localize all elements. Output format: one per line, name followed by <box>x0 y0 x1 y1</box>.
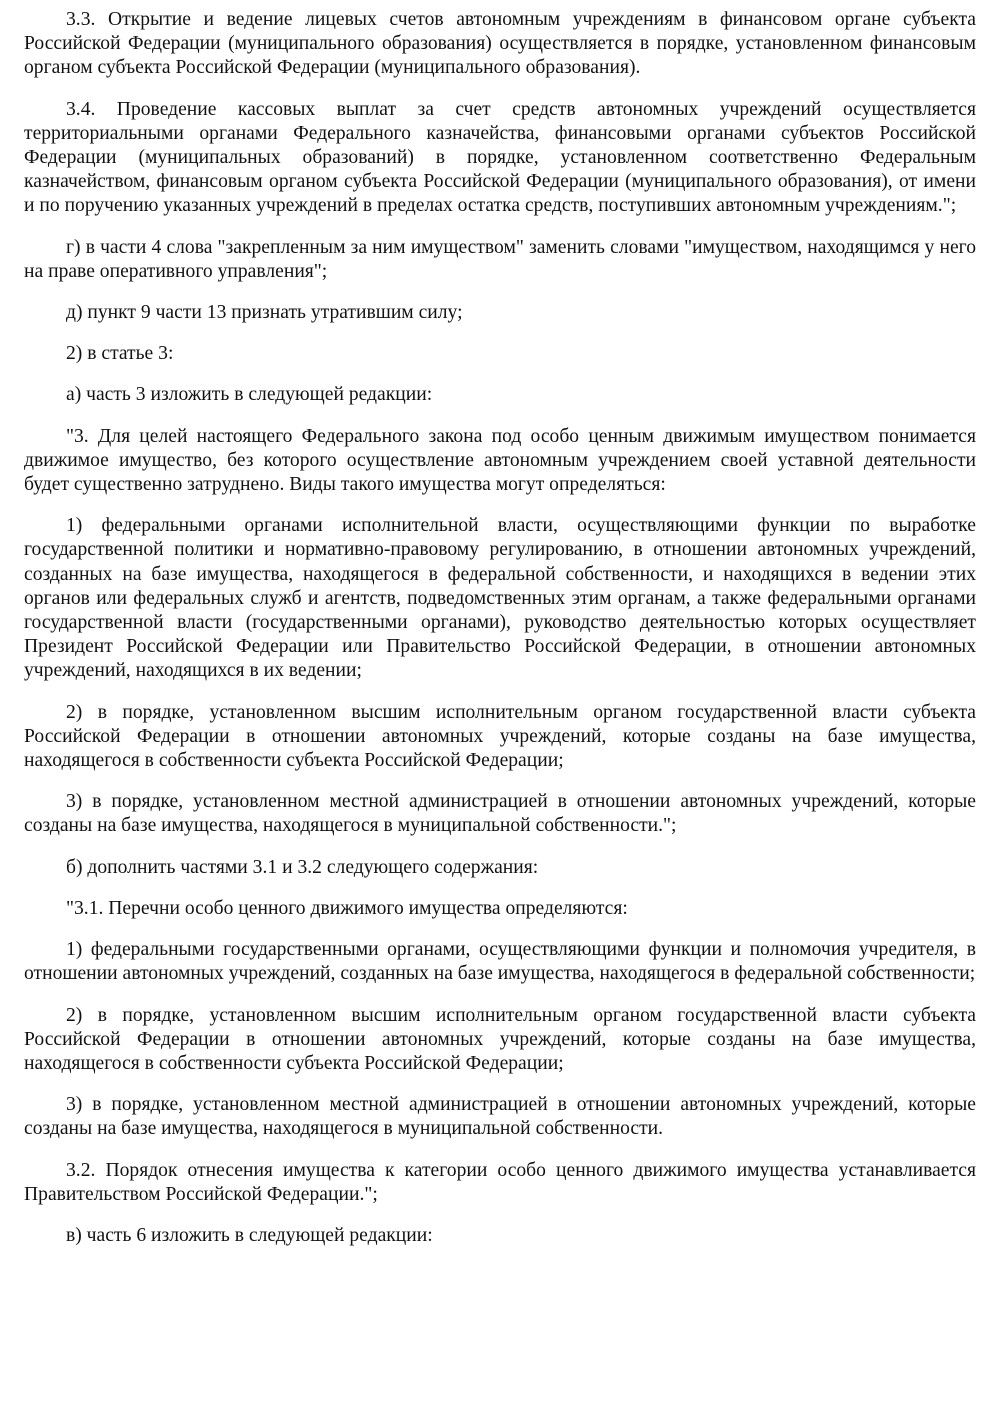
paragraph-part-3: "3. Для целей настоящего Федерального закона под особо ценным движимым имуществом понимается движимое имущество, без которого осуществление автономным учреждением своей уставной деятельности будет существенно затруднено. Виды такого имущества могут определяться: <box>24 425 976 496</box>
paragraph-3-4: 3.4. Проведение кассовых выплат за счет средств автономных учреждений осуществляется территориальными органами Федерального казначейства, финансовыми органами субъектов Российской Федерации (муниципальных образований) в порядке, установленном соответственно Федеральным казначейством, финансовым органом субъекта Российской Федерации (муниципального образования), от имени и по поручению указанных учреждений в пределах остатка средств, поступивших автономным учреждениям."; <box>24 98 976 217</box>
paragraph-item-g: г) в части 4 слова "закрепленным за ним имуществом" заменить словами "имуществом, находящимся у него на праве оперативного управления"; <box>24 236 976 282</box>
paragraph-item-b: б) дополнить частями 3.1 и 3.2 следующего содержания: <box>66 856 539 878</box>
paragraph-3-1-item-3: 3) в порядке, установленном местной администрацией в отношении автономных учреждений, которые созданы на базе имущества, находящегося в муниципальной собственности. <box>24 1094 976 1140</box>
paragraph-3-1-item-1: 1) федеральными государственными органами, осуществляющими функции и полномочия учредителя, в отношении автономных учреждений, созданных на базе имущества, находящегося в федеральной собственности; <box>24 939 976 985</box>
paragraph-3-1: "3.1. Перечни особо ценного движимого имущества определяются: <box>66 897 628 919</box>
paragraph-part-3-item-1: 1) федеральными органами исполнительной власти, осуществляющими функции по выработке государственной политики и нормативно-правовому регулированию, в отношении автономных учреждений, созданных на базе имущества, находящегося в федеральной собственности, и находящихся в ведении этих органов или федеральных служб и агентств, подведомственных этим органам, а также федеральными органами государственной власти (государственными органами), руководство деятельностью которых осуществляет Президент Российской Федерации или Правительство Российской Федерации, в отношении автономных учреждений, находящихся в их ведении; <box>24 515 976 682</box>
paragraph-3-3: 3.3. Открытие и ведение лицевых счетов автономным учреждениям в финансовом органе субъекта Российской Федерации (муниципального образования) осуществляется в порядке, установленном финансовым органом субъекта Российской Федерации (муниципального образования). <box>24 9 976 79</box>
paragraph-item-v: в) часть 6 изложить в следующей редакции: <box>66 1224 433 1246</box>
paragraph-part-3-item-2: 2) в порядке, установленном высшим исполнительным органом государственной власти субъекта Российской Федерации в отношении автономных учреждений, которые созданы на базе имущества, находящегося в собственности субъекта Российской Федерации; <box>24 701 976 772</box>
paragraph-item-d: д) пункт 9 части 13 признать утратившим силу; <box>66 302 463 324</box>
paragraph-3-2: 3.2. Порядок отнесения имущества к категории особо ценного движимого имущества устанавливается Правительством Российской Федерации."; <box>24 1159 976 1205</box>
paragraph-article-3: 2) в статье 3: <box>66 343 174 365</box>
paragraph-3-1-item-2: 2) в порядке, установленном высшим исполнительным органом государственной власти субъекта Российской Федерации в отношении автономных учреждений, которые созданы на базе имущества, находящегося в собственности субъекта Российской Федерации; <box>24 1004 976 1074</box>
paragraph-part-3-item-3: 3) в порядке, установленном местной администрацией в отношении автономных учреждений, которые созданы на базе имущества, находящегося в муниципальной собственности."; <box>24 791 976 837</box>
paragraph-item-a: а) часть 3 изложить в следующей редакции: <box>66 384 433 406</box>
